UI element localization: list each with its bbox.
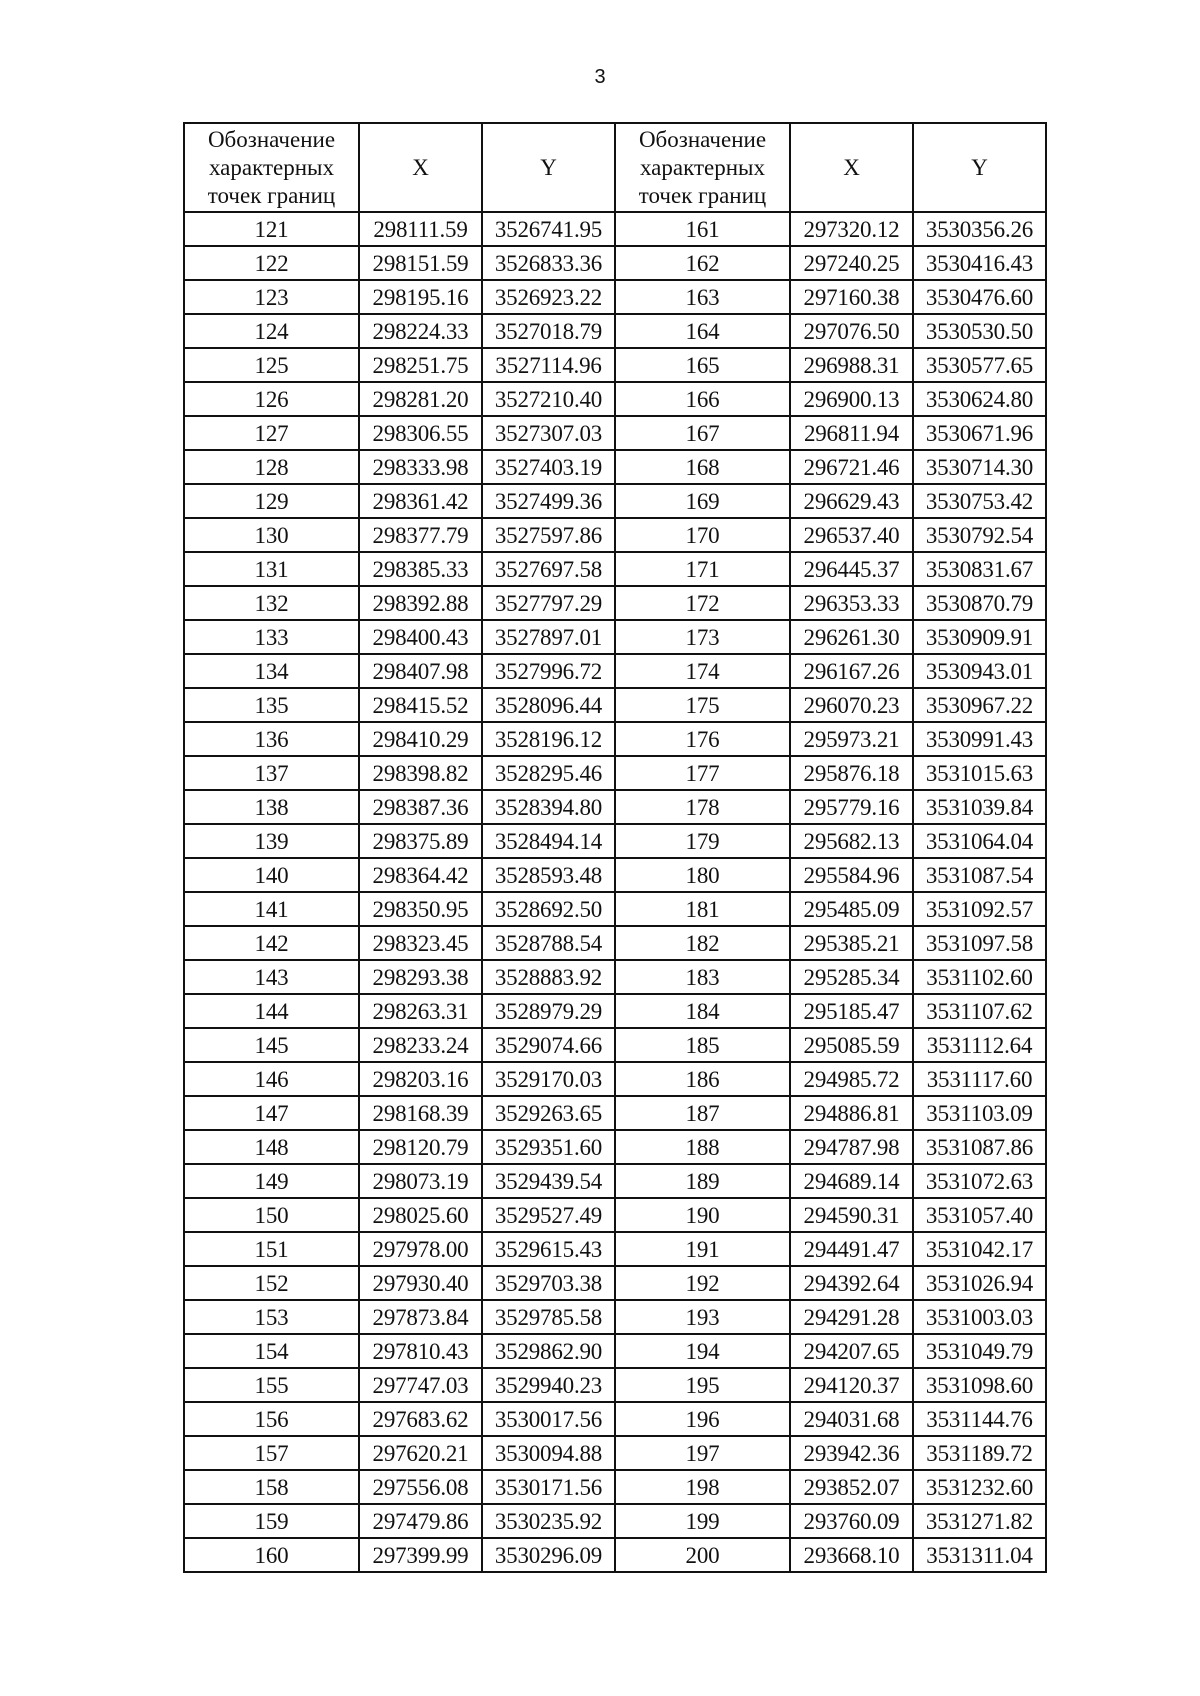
cell-x-left: 298392.88	[359, 586, 482, 620]
table-row	[184, 1334, 1046, 1368]
cell-point-right: 185	[615, 1028, 790, 1062]
cell-point-left: 141	[184, 892, 359, 926]
table-row	[184, 892, 1046, 926]
cell-y-right: 3531087.86	[913, 1130, 1046, 1164]
cell-point-right: 162	[615, 246, 790, 280]
cell-x-left: 298377.79	[359, 518, 482, 552]
cell-x-right: 293942.36	[790, 1436, 913, 1470]
cell-x-left: 297683.62	[359, 1402, 482, 1436]
table-row	[184, 1096, 1046, 1130]
cell-x-left: 298407.98	[359, 654, 482, 688]
cell-point-left: 127	[184, 416, 359, 450]
cell-y-left: 3529785.58	[482, 1300, 615, 1334]
cell-point-right: 184	[615, 994, 790, 1028]
cell-x-left: 298251.75	[359, 348, 482, 382]
cell-point-left: 128	[184, 450, 359, 484]
cell-y-right: 3530870.79	[913, 586, 1046, 620]
cell-x-right: 294031.68	[790, 1402, 913, 1436]
cell-y-right: 3530476.60	[913, 280, 1046, 314]
cell-x-left: 298361.42	[359, 484, 482, 518]
table-row	[184, 1368, 1046, 1402]
cell-point-right: 172	[615, 586, 790, 620]
cell-y-left: 3526923.22	[482, 280, 615, 314]
cell-x-right: 294787.98	[790, 1130, 913, 1164]
cell-y-right: 3531087.54	[913, 858, 1046, 892]
cell-point-right: 161	[615, 212, 790, 246]
cell-y-right: 3531098.60	[913, 1368, 1046, 1402]
cell-point-left: 137	[184, 756, 359, 790]
cell-x-right: 294689.14	[790, 1164, 913, 1198]
cell-x-left: 298293.38	[359, 960, 482, 994]
table-row	[184, 1130, 1046, 1164]
header-y-right: Y	[913, 123, 1046, 212]
cell-x-left: 298400.43	[359, 620, 482, 654]
cell-y-right: 3531271.82	[913, 1504, 1046, 1538]
cell-y-right: 3530416.43	[913, 246, 1046, 280]
cell-x-right: 294291.28	[790, 1300, 913, 1334]
cell-point-right: 197	[615, 1436, 790, 1470]
cell-x-right: 296261.30	[790, 620, 913, 654]
cell-y-right: 3531042.17	[913, 1232, 1046, 1266]
cell-x-right: 297240.25	[790, 246, 913, 280]
cell-x-right: 294392.64	[790, 1266, 913, 1300]
table-row	[184, 314, 1046, 348]
cell-point-right: 190	[615, 1198, 790, 1232]
cell-x-right: 295485.09	[790, 892, 913, 926]
table-row	[184, 1198, 1046, 1232]
cell-point-right: 194	[615, 1334, 790, 1368]
cell-point-left: 149	[184, 1164, 359, 1198]
cell-y-left: 3527018.79	[482, 314, 615, 348]
cell-x-right: 297160.38	[790, 280, 913, 314]
cell-point-left: 150	[184, 1198, 359, 1232]
table-row	[184, 382, 1046, 416]
page-number: 3	[594, 66, 606, 88]
cell-point-left: 132	[184, 586, 359, 620]
cell-y-left: 3527114.96	[482, 348, 615, 382]
cell-point-right: 182	[615, 926, 790, 960]
cell-point-right: 189	[615, 1164, 790, 1198]
cell-y-right: 3531064.04	[913, 824, 1046, 858]
cell-point-right: 179	[615, 824, 790, 858]
cell-point-left: 151	[184, 1232, 359, 1266]
cell-point-left: 125	[184, 348, 359, 382]
cell-point-right: 188	[615, 1130, 790, 1164]
cell-point-left: 144	[184, 994, 359, 1028]
cell-point-right: 191	[615, 1232, 790, 1266]
table-row	[184, 1538, 1046, 1572]
cell-x-right: 296900.13	[790, 382, 913, 416]
cell-point-left: 126	[184, 382, 359, 416]
cell-x-right: 295385.21	[790, 926, 913, 960]
cell-point-left: 131	[184, 552, 359, 586]
cell-y-left: 3528593.48	[482, 858, 615, 892]
cell-y-left: 3528295.46	[482, 756, 615, 790]
cell-y-left: 3529703.38	[482, 1266, 615, 1300]
cell-point-left: 147	[184, 1096, 359, 1130]
cell-y-right: 3531311.04	[913, 1538, 1046, 1572]
cell-y-right: 3531092.57	[913, 892, 1046, 926]
cell-x-right: 296721.46	[790, 450, 913, 484]
table-body	[184, 212, 1046, 1572]
cell-x-left: 297399.99	[359, 1538, 482, 1572]
cell-point-right: 164	[615, 314, 790, 348]
table-row	[184, 1028, 1046, 1062]
cell-y-right: 3531015.63	[913, 756, 1046, 790]
cell-y-left: 3530296.09	[482, 1538, 615, 1572]
cell-point-right: 193	[615, 1300, 790, 1334]
cell-point-left: 152	[184, 1266, 359, 1300]
cell-point-right: 166	[615, 382, 790, 416]
cell-point-right: 177	[615, 756, 790, 790]
cell-point-right: 163	[615, 280, 790, 314]
cell-point-left: 158	[184, 1470, 359, 1504]
table-row	[184, 280, 1046, 314]
cell-x-left: 297930.40	[359, 1266, 482, 1300]
cell-x-right: 295584.96	[790, 858, 913, 892]
cell-point-left: 122	[184, 246, 359, 280]
cell-point-left: 136	[184, 722, 359, 756]
cell-x-right: 296629.43	[790, 484, 913, 518]
cell-x-left: 298385.33	[359, 552, 482, 586]
table-header	[184, 123, 1046, 212]
cell-x-left: 298281.20	[359, 382, 482, 416]
cell-x-left: 298224.33	[359, 314, 482, 348]
table-row	[184, 416, 1046, 450]
table-row	[184, 824, 1046, 858]
cell-y-right: 3531026.94	[913, 1266, 1046, 1300]
cell-y-right: 3530356.26	[913, 212, 1046, 246]
cell-x-left: 298415.52	[359, 688, 482, 722]
cell-x-right: 297076.50	[790, 314, 913, 348]
cell-y-left: 3529351.60	[482, 1130, 615, 1164]
coordinates-table	[183, 122, 1047, 1573]
table-row	[184, 722, 1046, 756]
cell-point-right: 178	[615, 790, 790, 824]
cell-x-left: 297873.84	[359, 1300, 482, 1334]
cell-point-right: 174	[615, 654, 790, 688]
cell-y-left: 3529862.90	[482, 1334, 615, 1368]
cell-y-right: 3530671.96	[913, 416, 1046, 450]
cell-y-left: 3527697.58	[482, 552, 615, 586]
table-row	[184, 1266, 1046, 1300]
cell-y-left: 3529170.03	[482, 1062, 615, 1096]
cell-y-left: 3528096.44	[482, 688, 615, 722]
cell-x-left: 298168.39	[359, 1096, 482, 1130]
cell-point-right: 169	[615, 484, 790, 518]
cell-y-right: 3531102.60	[913, 960, 1046, 994]
cell-y-left: 3529263.65	[482, 1096, 615, 1130]
cell-point-left: 133	[184, 620, 359, 654]
table-row	[184, 1164, 1046, 1198]
cell-y-left: 3527897.01	[482, 620, 615, 654]
table-row	[184, 1062, 1046, 1096]
cell-x-left: 298306.55	[359, 416, 482, 450]
cell-x-left: 298233.24	[359, 1028, 482, 1062]
cell-point-left: 143	[184, 960, 359, 994]
cell-y-left: 3527307.03	[482, 416, 615, 450]
cell-point-left: 159	[184, 1504, 359, 1538]
cell-y-right: 3531117.60	[913, 1062, 1046, 1096]
cell-x-right: 295876.18	[790, 756, 913, 790]
cell-x-left: 298120.79	[359, 1130, 482, 1164]
cell-y-right: 3530831.67	[913, 552, 1046, 586]
table-row	[184, 1402, 1046, 1436]
cell-y-left: 3530094.88	[482, 1436, 615, 1470]
table-row	[184, 756, 1046, 790]
cell-y-left: 3528494.14	[482, 824, 615, 858]
cell-x-right: 294120.37	[790, 1368, 913, 1402]
table-row	[184, 926, 1046, 960]
cell-x-right: 296811.94	[790, 416, 913, 450]
cell-point-left: 129	[184, 484, 359, 518]
cell-y-left: 3529615.43	[482, 1232, 615, 1266]
cell-x-right: 296070.23	[790, 688, 913, 722]
cell-point-left: 160	[184, 1538, 359, 1572]
cell-y-left: 3527210.40	[482, 382, 615, 416]
cell-y-right: 3531003.03	[913, 1300, 1046, 1334]
cell-x-left: 298073.19	[359, 1164, 482, 1198]
cell-point-right: 176	[615, 722, 790, 756]
cell-point-right: 168	[615, 450, 790, 484]
table-row	[184, 1504, 1046, 1538]
table-row	[184, 1232, 1046, 1266]
table-row	[184, 1300, 1046, 1334]
cell-x-right: 296988.31	[790, 348, 913, 382]
table-row	[184, 790, 1046, 824]
cell-x-left: 298333.98	[359, 450, 482, 484]
cell-x-right: 294207.65	[790, 1334, 913, 1368]
cell-y-left: 3529940.23	[482, 1368, 615, 1402]
table-row	[184, 586, 1046, 620]
cell-y-right: 3530753.42	[913, 484, 1046, 518]
table-row	[184, 994, 1046, 1028]
cell-point-right: 181	[615, 892, 790, 926]
cell-point-right: 196	[615, 1402, 790, 1436]
cell-x-right: 293668.10	[790, 1538, 913, 1572]
cell-point-left: 154	[184, 1334, 359, 1368]
cell-x-right: 293852.07	[790, 1470, 913, 1504]
cell-point-right: 186	[615, 1062, 790, 1096]
cell-point-left: 121	[184, 212, 359, 246]
cell-y-right: 3531103.09	[913, 1096, 1046, 1130]
cell-point-left: 123	[184, 280, 359, 314]
cell-x-left: 298263.31	[359, 994, 482, 1028]
table-row	[184, 654, 1046, 688]
cell-x-right: 294590.31	[790, 1198, 913, 1232]
cell-point-left: 138	[184, 790, 359, 824]
cell-x-left: 298410.29	[359, 722, 482, 756]
cell-point-right: 195	[615, 1368, 790, 1402]
cell-y-left: 3527597.86	[482, 518, 615, 552]
cell-y-left: 3528788.54	[482, 926, 615, 960]
cell-x-left: 298195.16	[359, 280, 482, 314]
cell-point-right: 170	[615, 518, 790, 552]
cell-x-left: 298387.36	[359, 790, 482, 824]
cell-x-left: 298350.95	[359, 892, 482, 926]
cell-y-left: 3530017.56	[482, 1402, 615, 1436]
cell-x-left: 298398.82	[359, 756, 482, 790]
cell-x-right: 296445.37	[790, 552, 913, 586]
cell-x-right: 297320.12	[790, 212, 913, 246]
cell-point-right: 175	[615, 688, 790, 722]
cell-point-left: 157	[184, 1436, 359, 1470]
cell-point-right: 183	[615, 960, 790, 994]
cell-x-right: 294886.81	[790, 1096, 913, 1130]
cell-y-left: 3529527.49	[482, 1198, 615, 1232]
header-row	[184, 123, 1046, 212]
cell-x-left: 298323.45	[359, 926, 482, 960]
cell-y-left: 3526741.95	[482, 212, 615, 246]
table-row	[184, 960, 1046, 994]
cell-y-right: 3530967.22	[913, 688, 1046, 722]
cell-point-left: 134	[184, 654, 359, 688]
cell-point-left: 146	[184, 1062, 359, 1096]
cell-point-left: 148	[184, 1130, 359, 1164]
cell-point-left: 139	[184, 824, 359, 858]
cell-x-left: 297556.08	[359, 1470, 482, 1504]
cell-y-right: 3531097.58	[913, 926, 1046, 960]
cell-x-left: 298375.89	[359, 824, 482, 858]
cell-x-left: 298203.16	[359, 1062, 482, 1096]
cell-y-left: 3528979.29	[482, 994, 615, 1028]
cell-point-left: 145	[184, 1028, 359, 1062]
cell-y-left: 3529074.66	[482, 1028, 615, 1062]
cell-point-right: 198	[615, 1470, 790, 1504]
cell-y-left: 3527996.72	[482, 654, 615, 688]
cell-x-right: 295682.13	[790, 824, 913, 858]
cell-y-right: 3530624.80	[913, 382, 1046, 416]
cell-x-left: 297620.21	[359, 1436, 482, 1470]
cell-y-right: 3531039.84	[913, 790, 1046, 824]
cell-point-left: 140	[184, 858, 359, 892]
cell-point-right: 180	[615, 858, 790, 892]
table-row	[184, 688, 1046, 722]
cell-y-left: 3527499.36	[482, 484, 615, 518]
cell-point-left: 153	[184, 1300, 359, 1334]
cell-point-left: 142	[184, 926, 359, 960]
cell-x-right: 295973.21	[790, 722, 913, 756]
cell-point-right: 167	[615, 416, 790, 450]
cell-point-right: 173	[615, 620, 790, 654]
header-x-left: X	[359, 123, 482, 212]
cell-x-right: 295779.16	[790, 790, 913, 824]
cell-y-left: 3528394.80	[482, 790, 615, 824]
cell-point-left: 124	[184, 314, 359, 348]
table-row	[184, 246, 1046, 280]
cell-point-right: 187	[615, 1096, 790, 1130]
cell-point-right: 165	[615, 348, 790, 382]
cell-point-right: 192	[615, 1266, 790, 1300]
cell-y-left: 3530235.92	[482, 1504, 615, 1538]
cell-y-right: 3530577.65	[913, 348, 1046, 382]
cell-y-left: 3526833.36	[482, 246, 615, 280]
table-row	[184, 518, 1046, 552]
cell-y-right: 3531107.62	[913, 994, 1046, 1028]
cell-x-right: 296353.33	[790, 586, 913, 620]
table-row	[184, 484, 1046, 518]
cell-y-right: 3531144.76	[913, 1402, 1046, 1436]
cell-y-right: 3530530.50	[913, 314, 1046, 348]
cell-x-left: 298364.42	[359, 858, 482, 892]
cell-x-left: 298025.60	[359, 1198, 482, 1232]
cell-y-right: 3530714.30	[913, 450, 1046, 484]
cell-y-left: 3527403.19	[482, 450, 615, 484]
cell-y-right: 3530991.43	[913, 722, 1046, 756]
header-y-left: Y	[482, 123, 615, 212]
cell-x-left: 297810.43	[359, 1334, 482, 1368]
cell-x-right: 294491.47	[790, 1232, 913, 1266]
cell-y-right: 3531057.40	[913, 1198, 1046, 1232]
cell-y-left: 3527797.29	[482, 586, 615, 620]
cell-x-left: 297978.00	[359, 1232, 482, 1266]
cell-y-left: 3528692.50	[482, 892, 615, 926]
cell-point-left: 135	[184, 688, 359, 722]
cell-y-left: 3529439.54	[482, 1164, 615, 1198]
table-row	[184, 348, 1046, 382]
cell-y-left: 3528883.92	[482, 960, 615, 994]
cell-x-right: 295085.59	[790, 1028, 913, 1062]
header-x-right: X	[790, 123, 913, 212]
table-row	[184, 552, 1046, 586]
cell-x-right: 295185.47	[790, 994, 913, 1028]
table-row	[184, 1470, 1046, 1504]
cell-y-right: 3531112.64	[913, 1028, 1046, 1062]
cell-y-right: 3531049.79	[913, 1334, 1046, 1368]
cell-x-left: 298151.59	[359, 246, 482, 280]
table-row	[184, 620, 1046, 654]
cell-point-right: 171	[615, 552, 790, 586]
cell-x-right: 293760.09	[790, 1504, 913, 1538]
table-row	[184, 450, 1046, 484]
cell-point-right: 199	[615, 1504, 790, 1538]
cell-y-left: 3530171.56	[482, 1470, 615, 1504]
header-point-label-left: Обозначение характерных точек границ	[184, 123, 359, 212]
cell-y-right: 3531072.63	[913, 1164, 1046, 1198]
cell-x-right: 294985.72	[790, 1062, 913, 1096]
cell-point-left: 130	[184, 518, 359, 552]
cell-y-right: 3531232.60	[913, 1470, 1046, 1504]
cell-y-right: 3531189.72	[913, 1436, 1046, 1470]
table-row	[184, 1436, 1046, 1470]
table-row	[184, 858, 1046, 892]
table-row	[184, 212, 1046, 246]
cell-point-left: 156	[184, 1402, 359, 1436]
cell-y-left: 3528196.12	[482, 722, 615, 756]
cell-y-right: 3530909.91	[913, 620, 1046, 654]
header-point-label-right: Обозначение характерных точек границ	[615, 123, 790, 212]
cell-point-left: 155	[184, 1368, 359, 1402]
cell-x-left: 298111.59	[359, 212, 482, 246]
cell-x-right: 296167.26	[790, 654, 913, 688]
cell-y-right: 3530943.01	[913, 654, 1046, 688]
cell-x-left: 297747.03	[359, 1368, 482, 1402]
cell-point-right: 200	[615, 1538, 790, 1572]
cell-x-left: 297479.86	[359, 1504, 482, 1538]
cell-x-right: 295285.34	[790, 960, 913, 994]
cell-y-right: 3530792.54	[913, 518, 1046, 552]
cell-x-right: 296537.40	[790, 518, 913, 552]
